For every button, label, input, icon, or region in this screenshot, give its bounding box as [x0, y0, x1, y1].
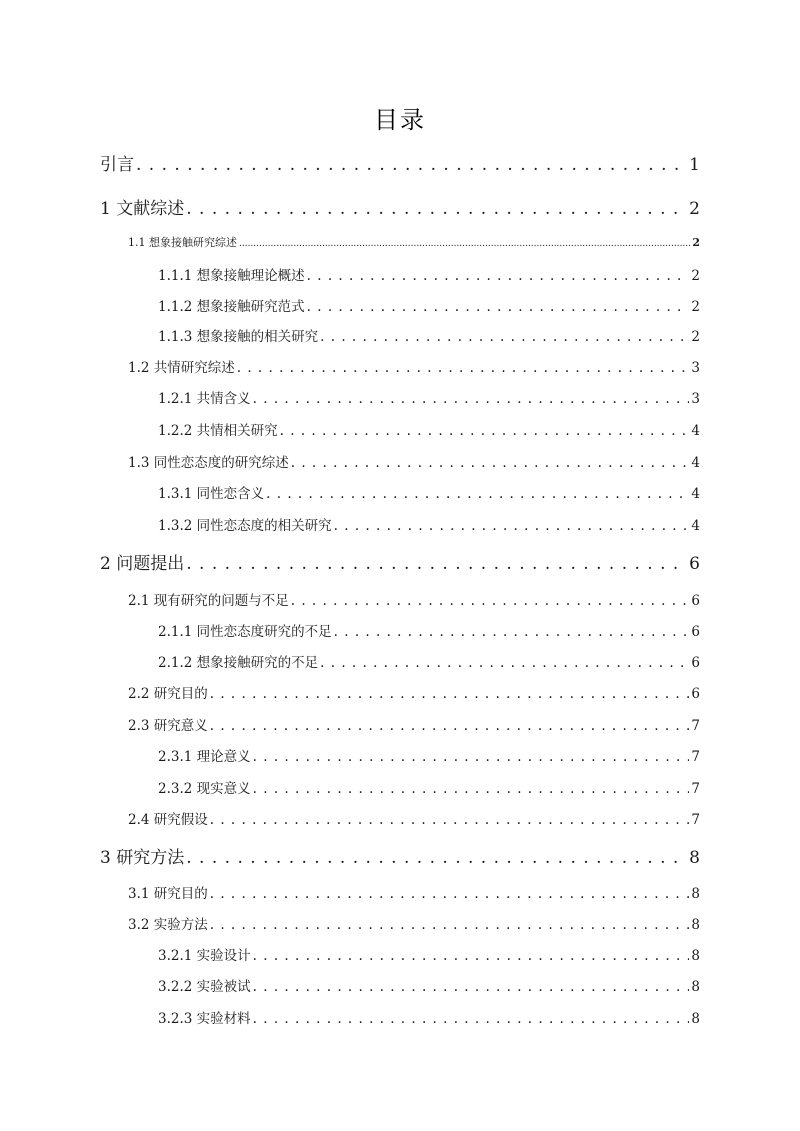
- toc-leader-dots: [210, 812, 690, 828]
- toc-page-number: 6: [691, 624, 700, 640]
- toc-entry[interactable]: [100, 843, 700, 868]
- toc-entry-label: 2.1.1 同性恋态度研究的不足: [158, 624, 332, 640]
- toc-page-number: 8: [691, 979, 700, 995]
- toc-leader-dots: [266, 486, 689, 502]
- toc-page-number: 8: [691, 1011, 700, 1027]
- toc-leader-dots: [210, 686, 690, 702]
- toc-leader-dots: [253, 979, 690, 995]
- toc-entry[interactable]: [128, 682, 700, 702]
- toc-leader-dots: [253, 948, 690, 964]
- toc-entry[interactable]: [128, 451, 700, 471]
- toc-leader-dots: [320, 655, 689, 671]
- toc-page-number: 8: [691, 886, 700, 902]
- toc-entry-label: 1.2 共情研究综述: [128, 360, 235, 376]
- toc-entry-label: 1.1.2 想象接触研究范式: [158, 299, 305, 315]
- toc-entry[interactable]: [128, 234, 700, 250]
- toc-page-number: 6: [689, 554, 700, 574]
- toc-entry-label: 1.3.2 同性恋态度的相关研究: [158, 518, 332, 534]
- toc-page-number: 3: [691, 360, 700, 376]
- toc-entry-label: 1.1.1 想象接触理论概述: [158, 268, 305, 284]
- toc-entry[interactable]: [128, 913, 700, 933]
- toc-page-number: 4: [691, 423, 700, 439]
- toc-entry-label: 3.2.1 实验设计: [158, 948, 251, 964]
- toc-entry-label: 2 问题提出: [100, 554, 185, 574]
- toc-page-number: 8: [689, 848, 700, 868]
- toc-entry[interactable]: [128, 589, 700, 609]
- toc-leader-dots: [210, 886, 690, 902]
- toc-entry[interactable]: [158, 944, 700, 964]
- toc-entry-label: 1 文献综述: [100, 199, 185, 219]
- toc-leader-dots: [237, 360, 690, 376]
- toc-entry[interactable]: [158, 620, 700, 640]
- toc-leader-dots: [307, 268, 690, 284]
- toc-page-number: 1: [689, 155, 700, 175]
- toc-leader-dots: [253, 1011, 690, 1027]
- toc-entry[interactable]: [158, 387, 700, 407]
- toc-entry[interactable]: [158, 295, 700, 315]
- toc-entry[interactable]: [158, 777, 700, 797]
- toc-leader-dots: [186, 848, 687, 868]
- toc-leader-dots: [210, 917, 690, 933]
- toc-entry[interactable]: [128, 882, 700, 902]
- toc-entry-label: 2.3.2 现实意义: [158, 781, 251, 797]
- toc-page-number: 7: [691, 781, 700, 797]
- toc-page-number: 8: [691, 948, 700, 964]
- toc-entry-label: 3.2.3 实验材料: [158, 1011, 251, 1027]
- toc-entry-label: 2.4 研究假设: [128, 812, 208, 828]
- toc-page-number: 2: [689, 199, 700, 219]
- toc-entry-label: 2.1.2 想象接触研究的不足: [158, 655, 319, 671]
- toc-page-number: 2: [691, 268, 700, 284]
- toc-page-number: 6: [691, 593, 700, 609]
- toc-leader-dots: [334, 518, 690, 534]
- toc-entry-label: 1.3.1 同性恋含义: [158, 486, 265, 502]
- toc-entry[interactable]: [128, 808, 700, 828]
- toc-leader-dots: [307, 299, 690, 315]
- toc-entry[interactable]: [100, 549, 700, 574]
- toc-entry[interactable]: [158, 975, 700, 995]
- toc-leader-dots: [136, 155, 687, 175]
- toc-leader-dots: [253, 781, 690, 797]
- toc-page-number: 7: [691, 749, 700, 765]
- toc-entry-label: 1.2.2 共情相关研究: [158, 423, 278, 439]
- toc-entry[interactable]: [128, 356, 700, 376]
- toc-page-number: 4: [691, 455, 700, 471]
- toc-leader-dots: [239, 236, 690, 249]
- toc-entry-label: 2.3 研究意义: [128, 718, 208, 734]
- toc-entry[interactable]: [158, 651, 700, 671]
- toc-page-number: 7: [691, 812, 700, 828]
- toc-page-number: 2: [692, 236, 700, 249]
- toc-entry[interactable]: [158, 419, 700, 439]
- toc-entry-label: 1.1.3 想象接触的相关研究: [158, 329, 319, 345]
- toc-entry-label: 3.2.2 实验被试: [158, 979, 251, 995]
- toc-page-number: 6: [691, 686, 700, 702]
- toc-entry-label: 1.2.1 共情含义: [158, 391, 251, 407]
- toc-page-number: 3: [691, 391, 700, 407]
- toc-entry[interactable]: [158, 482, 700, 502]
- toc-leader-dots: [291, 455, 690, 471]
- toc-leader-dots: [253, 749, 690, 765]
- toc-page-number: 7: [691, 718, 700, 734]
- toc-entry-label: 2.3.1 理论意义: [158, 749, 251, 765]
- toc-page-number: 8: [691, 917, 700, 933]
- toc-entry-label: 3.1 研究目的: [128, 886, 208, 902]
- toc-page-number: 4: [691, 486, 700, 502]
- toc-entry-label: 1.1 想象接触研究综述: [128, 236, 237, 249]
- toc-leader-dots: [334, 624, 690, 640]
- toc-leader-dots: [280, 423, 690, 439]
- toc-entry-label: 3 研究方法: [100, 848, 185, 868]
- page-title: 目录: [374, 106, 426, 134]
- toc-entry-label: 2.1 现有研究的问题与不足: [128, 593, 289, 609]
- toc-entry[interactable]: [158, 325, 700, 345]
- toc-entry-label: 引言: [100, 155, 134, 175]
- toc-leader-dots: [291, 593, 690, 609]
- toc-entry[interactable]: [100, 150, 700, 175]
- toc-page-number: 2: [691, 329, 700, 345]
- toc-entry-label: 1.3 同性恋态度的研究综述: [128, 455, 289, 471]
- toc-page-number: 4: [691, 518, 700, 534]
- toc-leader-dots: [320, 329, 689, 345]
- toc-page-number: 6: [691, 655, 700, 671]
- toc-leader-dots: [186, 199, 687, 219]
- toc-entry-label: 3.2 实验方法: [128, 917, 208, 933]
- toc-entry-label: 2.2 研究目的: [128, 686, 208, 702]
- toc-page-number: 2: [691, 299, 700, 315]
- toc-entry[interactable]: [158, 514, 700, 534]
- toc-entry[interactable]: [158, 1007, 700, 1027]
- toc-entry[interactable]: [128, 714, 700, 734]
- toc-entry[interactable]: [158, 745, 700, 765]
- toc-entry[interactable]: [100, 194, 700, 219]
- toc-entry[interactable]: [158, 264, 700, 284]
- toc-leader-dots: [186, 554, 687, 574]
- toc-leader-dots: [253, 391, 690, 407]
- toc-leader-dots: [210, 718, 690, 734]
